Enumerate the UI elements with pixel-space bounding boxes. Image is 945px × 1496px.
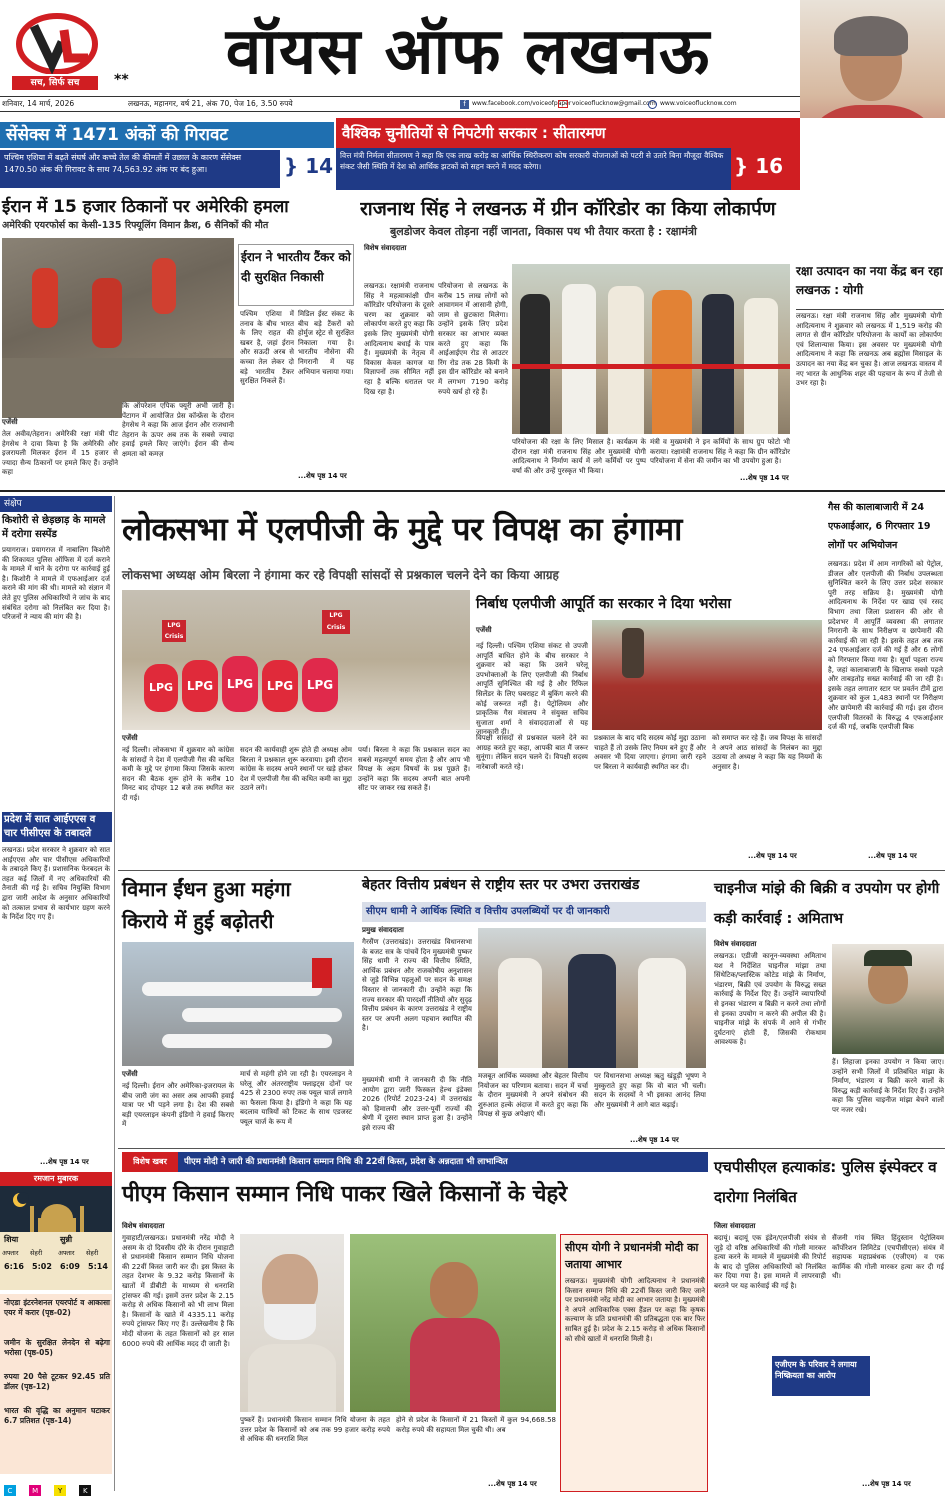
globe-icon	[648, 100, 657, 109]
lpg-cyl-1: LPG	[222, 656, 258, 712]
gas-body: लखनऊ। प्रदेश में आम नागरिकों को पेट्रोल, डीजल और एलपीजी की निर्बाध उपलब्धता सुनिश्चित करने के लिए उत्तर प्रदेश सरकार पूरी तरह सक्रिय है। मुख्यमंत्री योगी आदित्यनाथ के निर्देश पर खाद्य एवं रसद विभाग तथा जिला प्रशासन की ओर से प्रदेशभर में आपूर्ति व्यवस्था की लगातार निगरानी के साथ निरीक्षण व छापेमारी की कार्रवाई की जा रही है। इसके तहत अब तक 24 एफआईआर दर्ज की गई हैं और 6 लोगों को गिरफ्तार किया गया है। सूर्या पहला राज्य है, जहां कालाबाजारी के खिलाफ सबसे पहले और ताबड़तोड़ सख्त कार्रवाई की जा रही है। इसके तहत लगातार स्टार पर प्रवर्तन टीमें द्वारा शुक्रवार को कुल 1,483 स्थानों पर निरीक्षण और छापेमारी की कार्रवाई की गई। इस दौरान एलपीजी वितरकों के विरुद्ध 4 एफआईआर दर्ज की गई, जबकि एलपीजी बिक	[828, 560, 943, 732]
lpg-sub-agency: एजेंसी	[476, 626, 492, 634]
ramzan-time-1: 5:02	[32, 1262, 52, 1271]
ramzan-time-0: 6:16	[4, 1262, 24, 1271]
ramzan-time-2: 6:09	[60, 1262, 80, 1271]
masthead-stars: **	[114, 72, 129, 88]
lpg-sign-0: LPG Crisis	[162, 620, 186, 642]
iran-sub: अमेरिकी एयरफोर्स का केसी-135 रिफ्यूलिंग विमान क्रैश, 6 सैनिकों की मौत	[2, 220, 269, 231]
brief-headline-1: किशोरी से छेड़छाड़ के मामले में दरोगा सस्पेंड	[2, 515, 106, 540]
iran-rubble-photo	[2, 238, 234, 418]
edition-info: लखनऊ, महानगर, वर्ष 21, अंक 70, पेज 16, 3.50 रुपये	[128, 99, 293, 108]
hpcl-story	[712, 1150, 945, 1496]
cmyk-strip	[4, 1478, 108, 1495]
brief-body-1: प्रयागराज। प्रयागराज में नाबालिग किशोरी की शिकायत पुलिस ऑफिस में दर्ज कराने के मामले में थाने के दरोगा पर कार्रवाई हुई है। किशोरी ने मामले में एफआईआर दर्ज कराने की मांग की थी। मामले को संज्ञान में लेते हुए पुलिस अधिकारियों ने जांच के बाद संबंधित दरोगा को निलंबित कर दिया है। परिजनों ने न्याय की मांग की है।	[2, 546, 110, 622]
iran-agency: एजेंसी	[2, 418, 18, 426]
ramzan-sub-0: अफ्तार	[2, 1249, 19, 1257]
uttarakhand-byline: प्रमुख संवाददाता	[362, 926, 404, 934]
pmkisan-badge: विशेष खबर	[122, 1152, 178, 1172]
uttarakhand-cont[interactable]: ...शेष पृष्ठ 14 पर	[630, 1136, 679, 1144]
cmyk-y: Y	[54, 1485, 66, 1496]
brief-cont[interactable]: ...शेष पृष्ठ 14 पर	[40, 1158, 89, 1166]
brief-body-2: लखनऊ। प्रदेश सरकार ने शुक्रवार को सात आईएएस और चार पीसीएस अधिकारियों के तबादले किए हैं। प्रशासनिक फेरबदल के तहत कई जिलों में नए अधिकारियों की तैनाती की गई है। सचिव नियुक्ति विभाग द्वारा जारी आदेश के अनुसार अधिकारियों को तत्काल प्रभाव से कार्यभार ग्रहण करने के निर्देश दिए गए हैं।	[2, 846, 110, 922]
lpg-agency: एजेंसी	[122, 734, 138, 742]
lpg-cyl-2: LPG	[262, 660, 298, 712]
index-item-0[interactable]: नोएडा इंटरनेशनल एयरपोर्ट व आकासा एयर में करार (पृष्ठ-02)	[4, 1298, 110, 1317]
top-right-story	[336, 118, 800, 190]
hpcl-cont[interactable]: ...शेष पृष्ठ 14 पर	[862, 1480, 911, 1488]
gas-cont[interactable]: ...शेष पृष्ठ 14 पर	[868, 852, 917, 860]
lpg-body-4: विपक्षी सांसदों से प्रश्नकाल चलने देने का आग्रह करते हुए कहा, आपकी बात मैं जरूर सुनूंगा। लेकिन सदन चलने दें। विपक्षी सदस्य नारेबाजी करते रहे।	[476, 734, 588, 771]
manjha-side: हैं। लिहाजा इनका उपयोग न किया जाए। उन्होंने सभी जिलों में प्रतिबंधित मांझा के निर्माण, भंडारण व बिक्री करने वालों के विरुद्ध कड़ी कार्रवाई के निर्देश दिए हैं। उन्होंने कहा कि पुलिस चाइनीज मांझा बेचने वालों पर नजर रखे।	[832, 1058, 944, 1114]
gas-story	[828, 496, 945, 868]
hpcl-headline: एचपीसीएल हत्याकांड: पुलिस इंस्पेक्टर व दारोगा निलंबित	[714, 1158, 937, 1206]
lpg-headline: लोकसभा में एलपीजी के मुद्दे पर विपक्ष का हंगामा	[122, 510, 682, 548]
facebook-link[interactable]: www.facebook.com/voiceofpaper	[472, 100, 572, 107]
iran-body-3: पश्चिम एशिया में तनाव के बीच भारत के लिए राहत की खबर है, जहां ईरान और सऊदी अरब से कच्चा तेल लेकर दो बड़े भारतीय टैंकर सुरक्षित निकले हैं।	[240, 310, 294, 386]
uttarakhand-body-3: मजबूत आर्थिक व्यवस्था और बेहतर वित्तीय नियोजन का परिणाम बताया। सदन में चर्चा के दौरान मुख्यमंत्री ने अपने संबोधन की शुरुआत हल्के अंदाज में करते हुए कहा कि विपक्ष से कुछ अपेक्षाएं थीं।	[478, 1072, 588, 1119]
logo-mark-icon	[12, 12, 102, 74]
dateline-bar	[0, 96, 800, 112]
cmyk-k: K	[79, 1485, 91, 1496]
uttarakhand-sub: सीएम धामी ने आर्थिक स्थिति व वित्तीय उपलब्धियों पर दी जानकारी	[362, 902, 706, 922]
fuel-agency: एजेंसी	[122, 1070, 138, 1078]
ramzan-sub-2: अफ्तार	[58, 1249, 75, 1257]
iran-body-4: मिडिल ईस्ट संकट के बीच बड़े टैंकरों को होर्मुज स्ट्रेट से सुरक्षित निकाला गया है। भारतीय नौसेना की निगरानी में यह अभियान चलाया गया।	[298, 310, 354, 376]
rajnath-caption: परियोजना की रक्षा के लिए मिसाल है। कार्यक्रम के दौरान रक्षा मंत्री राजनाथ सिंह और मुख्यमंत्री योगी आदित्यनाथ ने निर्माण कार्य में लगे कर्मियों पर पुष्प वर्षा की और उन्हें पुरस्कृत भी किया।	[512, 438, 646, 475]
aircraft-photo	[122, 942, 354, 1066]
pmkisan-caption-2: होने से प्रदेश के किसानों में 21 किस्तों में कुल 94,668.58 करोड़ रुपये की सहायता मिल चुकी थी। अब	[396, 1416, 556, 1434]
rajnath-story	[360, 196, 945, 486]
rajnath-body-1: लखनऊ। रक्षामंत्री राजनाथ सिंह ने महत्वाकांक्षी ग्रीन कॉरिडोर परियोजना के दूसरे चरण का शुक्रवार को लोकार्पण करते हुए कहा कि इसके लिए मुख्यमंत्री योगी आदित्यनाथ बधाई के पात्र हैं। मुख्यमंत्री के नेतृत्व में विकास केवल कागज या विज्ञापनों तक सीमित नहीं रहा है बल्कि धरातल पर दिख रहा है।	[364, 282, 434, 396]
lpg-cyl-0: LPG	[182, 660, 218, 712]
ramzan-title: रमजान मुबारक	[0, 1172, 112, 1186]
brief-headline-2: प्रदेश में सात आईएएस व चार पीसीएस के तबादले	[2, 812, 112, 842]
lpg-story	[118, 496, 824, 868]
modi-photo	[240, 1234, 344, 1412]
ramzan-sub-1: सेहरी	[30, 1249, 43, 1257]
yogi-box	[560, 1234, 708, 1492]
sitharaman-photo	[800, 0, 945, 118]
logo	[8, 12, 106, 90]
manjha-body: लखनऊ। एडीजी कानून-व्यवस्था अमिताभ यश ने निर्देशित चाइनीज मांझा तथा सिंथेटिक/प्लास्टिक कोटेड मांझे के निर्माण, भंडारण, बिक्री एवं उपयोग के विरुद्ध सख्त कार्रवाई के निर्देश दिए हैं। उन्होंने व्यापारियों से इनका भंडारण व बिक्री न करने तथा लोगों से इनका उपयोग न करने की अपील की है। चाइनीज मांझे के संपर्क में आने से गंभीर दुर्घटनाएं होती हैं, जिसकी रोकथाम आवश्यक है।	[714, 952, 826, 1047]
masthead-title: वॉयस ऑफ लखनऊ	[225, 14, 711, 89]
cmyk-c: C	[4, 1485, 16, 1496]
dateline: शनिवार, 14 मार्च, 2026	[2, 99, 75, 108]
hpcl-body-2: सैंजनी गांव स्थित हिंदुस्तान पेट्रोलियम कॉर्पोरेशन लिमिटेड (एचपीसीएल) संयंत्र में सहायक महाप्रबंधक (एजीएम) व एक कार्मिक की गोली मारकर हत्या कर दी गई थी।	[832, 1234, 944, 1281]
fuel-story	[118, 872, 354, 1146]
gas-headline: गैस की कालाबाजारी में 24 एफआईआर, 6 गिरफ्तार 19 लोगों पर अभियोजन	[828, 502, 931, 551]
fuel-headline-1: विमान ईंधन हुआ महंगा	[122, 877, 291, 901]
rajnath-side-body: लखनऊ। रक्षा मंत्री राजनाथ सिंह और मुख्यमंत्री योगी आदित्यनाथ ने शुक्रवार को लखनऊ में 1,519 करोड़ की लागत से ग्रीन कॉरिडोर परियोजना के कार्यों का लोकार्पण एवं शिलान्यास किया। इस अवसर पर मुख्यमंत्री योगी आदित्यनाथ ने कहा कि लखनऊ अब ब्रह्मोस मिसाइल के उत्पादन का नया केंद्र बन चुका है। आज लखनऊ वास्तव में नए भारत के आधुनिक शहर की पहचान के रूप में तेजी से उभर रहा है।	[796, 312, 942, 388]
rajnath-body-2: परियोजना से लखनऊ के करीब 15 लाख लोगों को आवागमन में आसानी होगी, जाम से छुटकारा मिलेगा। उन्होंने इसके लिए प्रदेश सरकार का आभार व्यक्त करते हुए कहा कि आईआईएम रोड से आउटर रिंग रोड तक 28 किमी के इस ग्रीन कॉरिडोर को बनाने में लगभग 7190 करोड़ रुपये खर्च हो रहे हैं।	[438, 282, 508, 396]
lpg-cylinders-photo	[592, 620, 822, 730]
hpcl-body-1: बदायूं। बदायूं एक इंडेन/एलपीजी संयंत्र से जुड़े दो वरिष्ठ अधिकारियों की गोली मारकर हत्या करने के मामले में मुख्यमंत्री की रिपोर्ट के बाद दो पुलिस अधिकारियों को निलंबित कर दिया गया है। इस मामले में लापरवाही बरतने पर यह कार्रवाई की गई है।	[714, 1234, 826, 1290]
logo-tagline: सच, सिर्फ सच	[12, 76, 98, 90]
lpg-body-5: प्रश्नकाल के बाद यदि सदस्य कोई मुद्दा उठाना चाहते हैं तो उसके लिए नियम बने हुए हैं और अवसर भी दिया जाएगा। हंगामा जारी रहने पर बिरला ने कार्यवाही स्थगित कर दी।	[594, 734, 706, 771]
ramzan-time-3: 5:14	[88, 1262, 108, 1271]
rajnath-sub: बुलडोजर केवल तोड़ना नहीं जानता, विकास पथ भी तैयार करता है : रक्षामंत्री	[390, 225, 697, 238]
sitharaman-headline: वैश्विक चुनौतियों से निपटेगी सरकार : सीतारमण	[342, 124, 606, 142]
sitharaman-sub: वित्त मंत्री निर्मला सीतारमण ने कहा कि एक लाख करोड़ का आर्थिक स्थिरीकरण कोष सरकारी योजनाओं को पटरी से उतारे बिना मौजूदा वैश्विक संकट जैसी स्थिति में देश को आर्थिक झटकों को सहन करने में मदद करेगा।	[336, 148, 731, 190]
pmkisan-byline: विशेष संवाददाता	[122, 1222, 165, 1230]
hpcl-byline: जिला संवाददाता	[714, 1222, 756, 1230]
cmyk-m: M	[29, 1485, 41, 1496]
rajnath-side-headline: रक्षा उत्पादन का नया केंद्र बन रहा लखनऊ : योगी	[796, 262, 944, 310]
sensex-headline: सेंसेक्स में 1471 अंकों की गिरावट	[0, 122, 334, 148]
lpg-body-6: को समाप्त कर रहे हैं। जब विपक्ष के सांसदों ने अपने आठ सांसदों के निलंबन का मुद्दा उठाया तो अध्यक्ष ने कहा कि यह नियमों के अनुसार है।	[712, 734, 822, 771]
iran-story	[0, 196, 356, 486]
index-item-2[interactable]: रुपया 20 पैसे टूटकर 92.45 प्रति डॉलर (पृष्ठ-12)	[4, 1372, 110, 1391]
dhami-photo	[478, 928, 706, 1068]
index-item-1[interactable]: जमीन के सुरक्षित लेनदेन से बढ़ेगा भरोसा (पृष्ठ-05)	[4, 1338, 110, 1357]
lpg-protest-photo	[122, 590, 470, 730]
uttarakhand-body-2: मुख्यमंत्री धामी ने जानकारी दी कि नीति आयोग द्वारा जारी फिस्कल हेल्थ इंडेक्स 2026 (रिपोर्ट 2023-24) में उत्तराखंड को हिमालयी और उत्तर-पूर्वी राज्यों की श्रेणी में दूसरा स्थान प्राप्त हुआ है। उन्होंने इसे राज्य की	[362, 1076, 472, 1132]
lpg-body-1: नई दिल्ली। लोकसभा में शुक्रवार को कांग्रेस के सांसदों ने देश में एलपीजी गैस की कथित कमी के मुद्दे पर हंगामा किया जिसके कारण सदन की बैठक शुरू होने के करीब 10 मिनट बाद दोपहर 12 बजे तक स्थगित कर दी गई।	[122, 746, 234, 802]
hpcl-inset: एजीएम के परिवार ने लगाया निष्क्रियता का आरोप	[772, 1356, 870, 1396]
iran-cont-right[interactable]: ...शेष पृष्ठ 14 पर	[298, 472, 347, 480]
page-ref-16: } 16	[734, 154, 784, 178]
pmkisan-cont[interactable]: ...शेष पृष्ठ 14 पर	[488, 1480, 537, 1488]
rajnath-ribbon-photo	[512, 264, 790, 434]
email-icon	[558, 100, 568, 108]
ramzan-sub-3: सेहरी	[86, 1249, 99, 1257]
pmkisan-body-1: गुवाहाटी/लखनऊ। प्रधानमंत्री नरेंद्र मोदी ने असम के दो दिवसीय दौरे के दौरान गुवाहाटी से प्रधानमंत्री किसान सम्मान निधि योजना की 22वीं किस्त जारी कर दी। इस किस्त के तहत देशभर के 9.32 करोड़ किसानों के खातों में डीबीटी के माध्यम से धनराशि ट्रांसफर की गई। इसमें उत्तर प्रदेश के 2.15 करोड़ से अधिक किसानों को भी लाभ मिला है। किसानों के खाते में 4335.11 करोड़ रुपये ट्रांसफर किए गए हैं। उल्लेखनीय है कि मोदी योजना के तहत किसानों को हर साल 6000 रुपये की आर्थिक मदद दी जाती है।	[122, 1234, 234, 1348]
yogi-headline: सीएम योगी ने प्रधानमंत्री मोदी का जताया आभार	[565, 1241, 699, 1271]
website-link[interactable]: www.voiceoflucknow.com	[660, 100, 737, 107]
pmkisan-kicker: पीएम मोदी ने जारी की प्रधानमंत्री किसान सम्मान निधि की 22वीं किस्त, प्रदेश के अन्नदाता भी लाभान्वित	[184, 1157, 508, 1167]
uttarakhand-body-4: पर विधानसभा अध्यक्ष ऋतु खंडूड़ी भूषण ने मुस्कुराते हुए कहा कि वो बात भी चली। सदन के सदस्यों ने भी इसका आनंद लिया और मुख्यमंत्री ने आगे बात बढ़ाई।	[594, 1072, 706, 1109]
lpg-cyl-3: LPG	[302, 658, 338, 712]
iran-side-headline: ईरान ने भारतीय टैंकर को दी सुरक्षित निकासी	[238, 244, 354, 306]
lpg-sub: लोकसभा अध्यक्ष ओम बिरला ने हंगामा कर रहे विपक्षी सांसदों से प्रश्नकाल चलने देने का किया आग्रह	[122, 568, 559, 582]
mosque-icon	[0, 1188, 112, 1232]
top-left-story	[0, 118, 334, 190]
pmkisan-kicker-bar	[122, 1152, 708, 1172]
left-sidebar	[0, 496, 112, 1496]
lpg-sign-1: LPG Crisis	[322, 610, 350, 634]
amitabh-photo	[832, 944, 944, 1054]
ramzan-col-shia: शिया	[4, 1235, 19, 1244]
lpg-cyl-4: LPG	[144, 664, 178, 712]
masthead	[0, 0, 945, 118]
uttarakhand-body-1: गैरसैंण (उत्तराखंड)। उत्तराखंड विधानसभा के बजट सत्र के पांचवें दिन मुख्यमंत्री पुष्कर सिंह धामी ने राज्य की वित्तीय स्थिति, आर्थिक प्रबंधन और राजकोषीय अनुशासन से जुड़े विभिन्न पहलुओं पर सदन के समक्ष विस्तार से जानकारी दी। उन्होंने कहा कि राज्य सरकार की पारदर्शी नीतियों और सुदृढ़ वित्तीय प्रबंधन के कारण उत्तराखंड ने राष्ट्रीय स्तर पर अपनी अलग पहचान स्थापित की है।	[362, 938, 472, 1033]
uttarakhand-story	[358, 872, 708, 1146]
lpg-body-3: पर्या। बिरला ने कहा कि प्रश्नकाल सदन का सबसे महत्वपूर्ण समय होता है और आप भी विपक्ष के अहम विषयों के प्रश्न पूछते हैं। उन्होंने कहा कि सदस्य अपनी बात अपनी सीट पर जाकर रख सकते हैं।	[358, 746, 470, 793]
page-ref-14: } 14	[284, 154, 334, 178]
rajnath-body-3: मंत्री व मुख्यमंत्री ने इन कर्मियों के साथ ग्रुप फोटो भी कराया। रक्षामंत्री राजनाथ सिंह ने कहा कि ग्रीन कॉरिडोर परियोजना में सेना की जमीन का भी उपयोग हुआ है।	[650, 438, 790, 466]
lpg-sub-body: नई दिल्ली। पश्चिम एशिया संकट से उपजी आपूर्ति बाधित होने के बीच सरकार ने शुक्रवार को कहा कि उसने घरेलू उपभोक्ताओं के लिए एलपीजी की निर्बाध आपूर्ति सुनिश्चित की गई है और रिफिल सिलेंडर के लिए घबराहट में बुकिंग करने की कोई जरूरत नहीं है। पेट्रोलियम और प्राकृतिक गैस मंत्रालय ने संयुक्त सचिव सुजाता शर्मा ने संवाददाताओं से यह जानकारी दी।	[476, 642, 588, 737]
pmkisan-headline: पीएम किसान सम्मान निधि पाकर खिले किसानों के चेहरे	[122, 1182, 568, 1207]
lpg-cont[interactable]: ...शेष पृष्ठ 14 पर	[748, 852, 797, 860]
iran-body-1: तेल अवीव/तेहरान। अमेरिकी रक्षा मंत्री पीट हेगसेथ ने दावा किया है कि अमेरिकी और इजरायली मिलकर ईरान में 15 हजार से ज्यादा सैन्य ठिकानों पर हमले किए हैं। उन्होंने कहा	[2, 430, 118, 477]
uttarakhand-headline: बेहतर वित्तीय प्रबंधन से राष्ट्रीय स्तर पर उभरा उत्तराखंड	[362, 877, 640, 893]
facebook-icon: f	[460, 100, 469, 109]
lpg-body-2: सदन की कार्यवाही शुरू होते ही अध्यक्ष ओम बिरला ने प्रश्नकाल शुरू करवाया। इसी दौरान कांग्रेस के सदस्य अपने स्थानों पर खड़े होकर देश में एलपीजी गैस की कथित कमी का मुद्दा उठाने लगे।	[240, 746, 352, 793]
manjha-headline: चाइनीज मांझे की बिक्री व उपयोग पर होगी कड़ी कार्रवाई : अमिताभ	[714, 881, 940, 927]
ramzan-col-sunni: सुन्नी	[60, 1235, 73, 1244]
rajnath-headline: राजनाथ सिंह ने लखनऊ में ग्रीन कॉरिडोर का किया लोकार्पण	[360, 198, 776, 220]
iran-body-2: कि ऑपरेशन एपिक फ्यूरी अभी जारी है। पेंटागन में आयोजित प्रेस कॉन्फ्रेंस के दौरान हेगसेथ ने कहा कि आज ईरान और राजधानी तेहरान के ऊपर अब तक के सबसे ज्यादा हवाई हमले किए जाएंगे। ईरान की सैन्य क्षमता को कमज़	[122, 402, 234, 484]
rajnath-cont[interactable]: ...शेष पृष्ठ 14 पर	[740, 474, 789, 482]
ramzan-box	[0, 1172, 112, 1290]
pmkisan-story	[118, 1150, 708, 1496]
rajnath-byline: विशेष संवाददाता	[364, 244, 407, 252]
email-link[interactable]: voiceoflucknow@gmail.com	[572, 100, 656, 107]
fuel-body-2: मार्च से महंगी होने जा रही है। एयरलाइन ने घरेलू और अंतरराष्ट्रीय फ्लाइट्स दोनों पर 425 से 2300 रुपए तक फ्यूल चार्ज लगाने का फैसला किया है। इंडिगो ने कहा कि यह बदलाव यात्रियों को टिकट के साथ एडजस्ट फ्यूल चार्ज के रूप में	[240, 1070, 352, 1126]
index-item-3[interactable]: भारत की वृद्धि का अनुमान घटाकर 6.7 प्रतिशत (पृष्ठ-14)	[4, 1406, 110, 1425]
fuel-body-1: नई दिल्ली। ईरान और अमेरिका-इजरायल के बीच जारी जंग का असर अब आपकी हवाई यात्रा पर भी पड़ने लगा है। देश की सबसे बड़ी एयरलाइन कंपनी इंडिगो ने हवाई किराए में	[122, 1082, 234, 1129]
lpg-sub-headline: निर्बाध एलपीजी आपूर्ति का सरकार ने दिया भरोसा	[476, 596, 731, 612]
yogi-body: लखनऊ। मुख्यमंत्री योगी आदित्यनाथ ने प्रधानमंत्री किसान सम्मान निधि की 22वीं किस्त जारी किए जाने पर प्रधानमंत्री नरेंद्र मोदी का आभार जताया है। मुख्यमंत्री ने अपने आधिकारिक एक्स हैंडल पर कहा कि कृषक कल्याण के प्रति प्रधानमंत्री की प्रतिबद्धता एक बार फिर साबित हुई है। प्रदेश के 2.15 करोड़ से अधिक किसानों को सीधे खातों में धनराशि मिली है।	[565, 1277, 705, 1343]
iran-headline: ईरान में 15 हजार ठिकानों पर अमेरिकी हमला	[2, 197, 289, 217]
manjha-story	[712, 872, 945, 1146]
index-box	[0, 1294, 112, 1474]
brief-label: संक्षेप	[0, 496, 112, 512]
farmer-photo	[350, 1234, 556, 1412]
sensex-sub: पश्चिम एशिया में बढ़ते संघर्ष और कच्चे तेल की कीमतों में उछाल के कारण सेंसेक्स 1470.50 अंक की गिरावट के साथ 74,563.92 अंक पर बंद हुआ।	[0, 150, 280, 188]
manjha-byline: विशेष संवाददाता	[714, 940, 757, 948]
pmkisan-caption-1: पुष्करें हैं। प्रधानमंत्री किसान सम्मान निधि योजना के तहत उत्तर प्रदेश के किसानों को अब तक 99 हजार करोड़ रुपये से अधिक की धनराशि मिल	[240, 1416, 390, 1444]
fuel-headline-2: किराये में हुई बढ़ोतरी	[122, 909, 274, 933]
